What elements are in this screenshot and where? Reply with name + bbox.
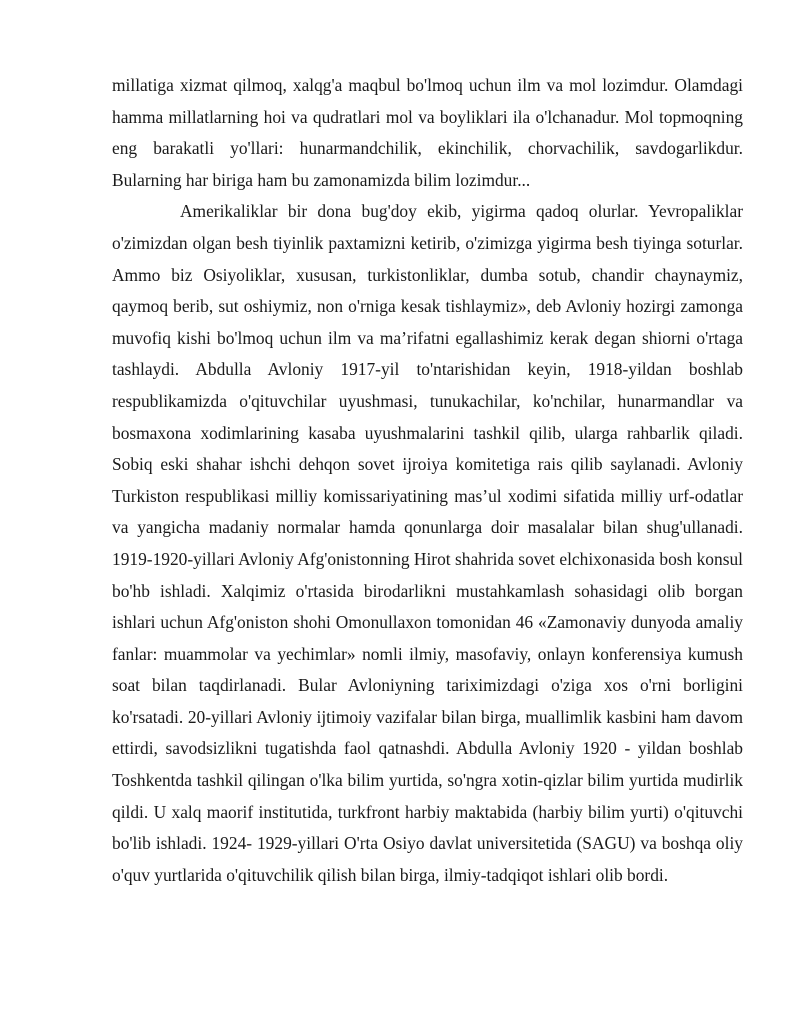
paragraph-continuation: millatiga xizmat qilmoq, xalqg'a maqbul bo'lmoq uchun ilm va mol lozimdur. Olamdagi hamma millatlarning hoi va qudratlari mol va boyliklari ila o'lchanadur. Mol topmoqning eng barakatli yo'llari: hunarmandchilik, ekinchilik, chorvachilik, savdogarlikdur. Bularning har biriga ham bu zamonamizda bilim lozimdur... <box>112 75 743 190</box>
paragraph-avloniy-biography: Amerikaliklar bir dona bug'doy ekib, yigirma qadoq olurlar. Yevropaliklar o'zimizdan olgan besh tiyinlik paxtamizni ketirib, o'zimizga yigirma besh tiyinga soturlar. Ammo biz Osiyoliklar, xususan, turkistonliklar, dumba sotub, chandir chaynaymiz, qaymoq berib, sut oshiymiz, non o'rniga kesak tishlaymiz», deb Avloniy hozirgi zamonga muvofiq kishi bo'lmoq uchun ilm va ma’rifatni egallashimiz kerak degan shiorni o'rtaga tashlaydi. Abdulla Avloniy 1917-yil to'ntarishidan keyin, 1918-yildan boshlab respublikamizda o'qituvchilar uyushmasi, tunukachilar, ko'nchilar, hunarmandlar va bosmaxona xodimlarining kasaba uyushmalarini tashkil qilib, ularga rahbarlik qiladi. Sobiq eski shahar ishchi dehqon sovet ijroiya komitetiga rais qilib saylanadi. Avloniy Turkiston respublikasi milliy komissariyatining mas’ul xodimi sifatida milliy urf-odatlar va yangicha madaniy normalar hamda qonunlarga doir masalalar bilan shug'ullanadi. 1919-1920-yillari Avloniy Afg'onistonning Hirot shahrida sovet elchixonasida bosh konsul bo'hb ishladi. Xalqimiz o'rtasida birodarlikni mustahkamlash sohasidagi olib borgan ishlari uchun Afg'oniston shohi Omonullaxon tomonidan 46 «Zamonaviy dunyoda amaliy fanlar: muammolar va yechimlar» nomli ilmiy, masofaviy, onlayn konferensiya kumush soat bilan taqdirlanadi. Bular Avloniyning tariximizdagi o'ziga xos o'rni borligini ko'rsatadi. 20-yillari Avloniy ijtimoiy vazifalar bilan birga, muallimlik kasbini ham davom ettirdi, savodsizlikni tugatishda faol qatnashdi. Abdulla Avloniy 1920 - yildan boshlab Toshkentda tashkil qilingan o'lka bilim yurtida, so'ngra xotin-qizlar bilim yurtida mudirlik qildi. U xalq maorif institutida, turkfront harbiy maktabida (harbiy bilim yurti) o'qituvchi bo'lib ishladi. 1924- 1929-yillari O'rta Osiyo davlat universitetida (SAGU) va boshqa oliy o'quv yurtlarida o'qituvchilik qilish bilan birga, ilmiy-tadqiqot ishlari olib bordi. <box>112 201 743 885</box>
document-page <box>112 70 743 891</box>
